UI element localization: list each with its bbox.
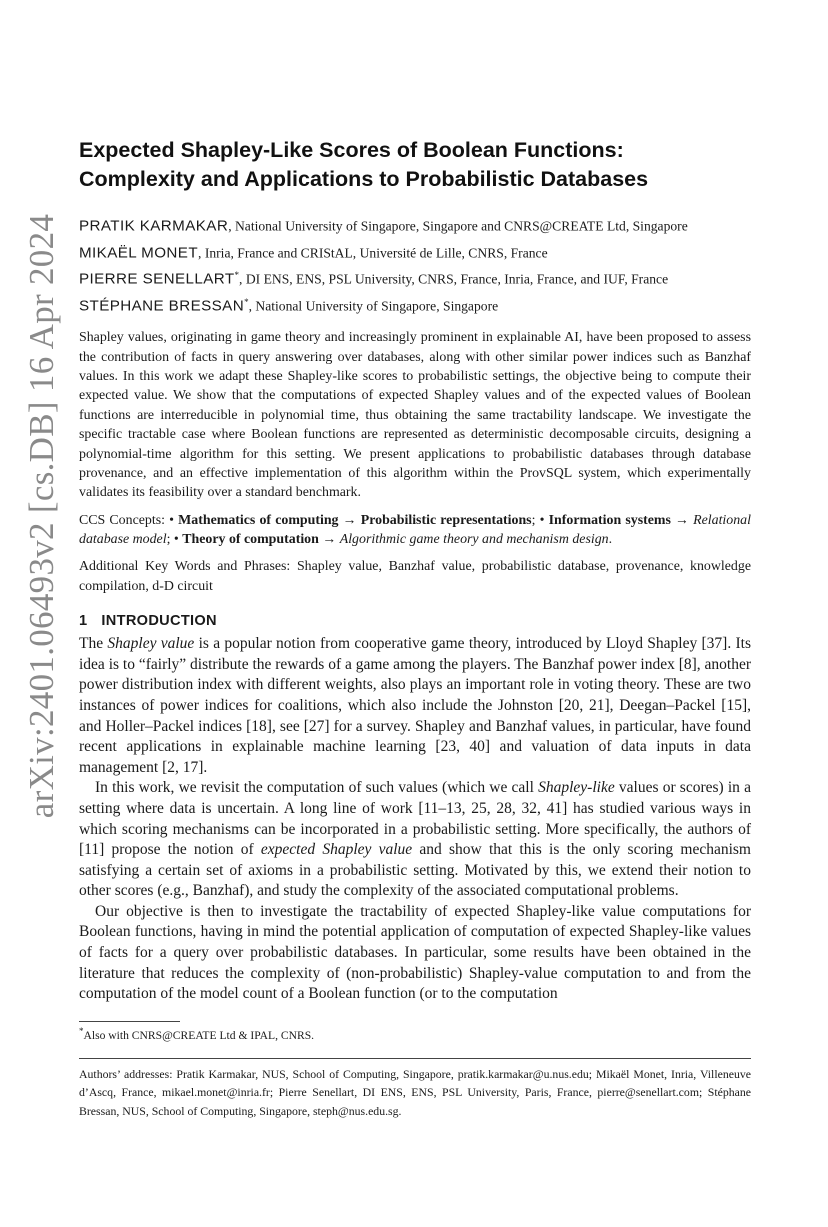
ccs-label: CCS Concepts:	[79, 512, 170, 528]
addresses-divider	[79, 1058, 751, 1059]
author-list	[79, 211, 751, 317]
author-footnote-mark: *	[234, 270, 240, 281]
title-line-1: Expected Shapley-Like Scores of Boolean Functions:	[79, 138, 624, 162]
author-entry	[79, 264, 751, 291]
author-name: PRATIK KARMAKAR	[79, 217, 229, 235]
text-run: In this work, we revisit the computation of such values (which we call	[95, 779, 539, 797]
ccs-arrow: →	[670, 512, 694, 528]
ccs-concept-top: Theory of computation	[182, 532, 319, 548]
paper-title	[79, 136, 751, 194]
ccs-end: .	[608, 532, 613, 548]
ccs-concept-sub: Probabilistic representations	[360, 512, 532, 528]
author-affiliation: , DI ENS, ENS, PSL University, CNRS, France, Inria, France, and IUF, France	[239, 271, 669, 287]
footnote-text: Also with CNRS@CREATE Ltd & IPAL, CNRS.	[83, 1028, 315, 1042]
author-name: PIERRE SENELLART	[79, 270, 235, 288]
ccs-concept-sub: Algorithmic game theory and mechanism design	[339, 532, 609, 548]
ccs-arrow: →	[338, 512, 361, 528]
abstract	[79, 328, 751, 503]
text-run: is a popular notion from cooperative game theory, introduced by Lloyd Shapley [37]. Its idea is to “fairly” distribute the rewards of a game among the players. The Banzhaf power index [8], another power distribution index with different weights, also plays an important role in voting theory. These are two instances of power indices for coalitions, which also include the Johnston [20, 21], Deegan–Packel [15], and Holler–Packel indices [18], see [27] for a survey. Shapley and Banzhaf values, in particular, have found recent applications in explainable machine learning [23, 40] and valuation of data inputs in data management [2, 17].	[79, 635, 751, 776]
author-entry	[79, 211, 751, 238]
author-entry	[79, 291, 751, 318]
section-title: INTRODUCTION	[101, 613, 217, 630]
footnote-mark: *	[79, 1025, 84, 1036]
text-run: The	[79, 635, 108, 653]
footnote-divider	[79, 1021, 180, 1022]
ccs-concept-top: Mathematics of computing	[178, 512, 339, 528]
ccs-concept-sub: Relational database model	[79, 512, 751, 548]
emphasis: expected Shapley value	[260, 841, 413, 859]
ccs-bullet: •	[173, 532, 183, 548]
section-number: 1	[79, 613, 88, 630]
author-footnote-mark: *	[244, 296, 249, 307]
paragraph	[79, 778, 751, 902]
ccs-separator: ;	[531, 512, 540, 528]
text-run: and show that this is the only scoring mechanism satisfying a certain set of axioms in a probabilistic setting. Motivated by this, we extend their notion to other scores (e.g., Banzhaf), and study the complexity of the associated computational problems.	[79, 841, 751, 900]
ccs-concepts	[79, 511, 751, 550]
author-name: STÉPHANE BRESSAN	[79, 297, 245, 315]
abstract-text: Shapley values, originating in game theory and increasingly prominent in explainable AI, have been proposed to assess the contribution of facts in query answering over databases, along with other similar power indices such as Banzhaf values. In this work we adapt these Shapley-like scores to probabilistic settings, the objective being to compute their expected value. We show that the computations of expected Shapley values and of the expected values of Boolean functions are interreducible in polynomial time, thus obtaining the same tractability landscape. We investigate the specific tractable case where Boolean functions are represented as deterministic decomposable circuits, designing a polynomial-time algorithm for this setting. We present applications to probabilistic databases through database provenance, and an effective implementation of this algorithm within the ProvSQL system, which experimentally validates its feasibility over a standard benchmark.	[79, 330, 751, 501]
keywords: Additional Key Words and Phrases: Shapley value, Banzhaf value, probabilistic database, provenance, knowledge compilation, d-D circuit	[79, 558, 751, 594]
text-run: values or scores) in a setting where data is uncertain. A long line of work [11–13, 25, 28, 32, 41] has studied various ways in which scoring mechanisms can be incorporated in a probabilistic setting. More specifically, the authors of [11] propose the notion of	[79, 779, 751, 859]
author-name: MIKAËL MONET	[79, 244, 199, 262]
author-affiliation: , National University of Singapore, Singapore	[248, 298, 499, 314]
author-affiliation: , Inria, France and CRIStAL, Université de Lille, CNRS, France	[198, 245, 548, 261]
ccs-bullet: •	[539, 512, 549, 528]
emphasis: Shapley-like	[538, 779, 615, 797]
ccs-separator: ;	[166, 532, 174, 548]
arxiv-identifier: arXiv:2401.06493v2 [cs.DB] 16 Apr 2024	[22, 213, 61, 819]
arxiv-sidebar-stamp	[12, 213, 72, 819]
ccs-arrow: →	[318, 532, 340, 548]
emphasis: Shapley value	[107, 635, 195, 653]
footnote	[79, 1026, 751, 1042]
ccs-concept-top: Information systems	[548, 512, 671, 528]
paper-first-page	[79, 136, 751, 1120]
author-addresses: Authors’ addresses: Pratik Karmakar, NUS, School of Computing, Singapore, pratik.karmakar@u.nus.edu; Mikaël Monet, Inria, Villeneuve d’Ascq, France, mikael.monet@inria.fr; Pierre Senellart, DI ENS, ENS, PSL University, Paris, France, pierre@senellart.com; Stéphane Bressan, NUS, School of Computing, Singapore, steph@nus.edu.sg.	[79, 1066, 751, 1118]
section-heading	[79, 613, 751, 629]
author-entry	[79, 238, 751, 265]
ccs-bullet: •	[169, 512, 179, 528]
author-affiliation: , National University of Singapore, Singapore and CNRS@CREATE Ltd, Singapore	[228, 218, 688, 234]
title-line-2: Complexity and Applications to Probabilistic Databases	[79, 167, 649, 191]
paragraph	[79, 634, 751, 778]
introduction-body	[79, 634, 751, 1005]
paragraph: Our objective is then to investigate the tractability of expected Shapley-like value computations for Boolean functions, having in mind the potential application of computation of expected Shapley-like values of facts for a query over probabilistic databases. In particular, some results have been obtained in the literature that reduces the complexity of (non-probabilistic) Shapley-value computation to and from the computation of the model count of a Boolean function (or to the computation	[79, 902, 751, 1003]
